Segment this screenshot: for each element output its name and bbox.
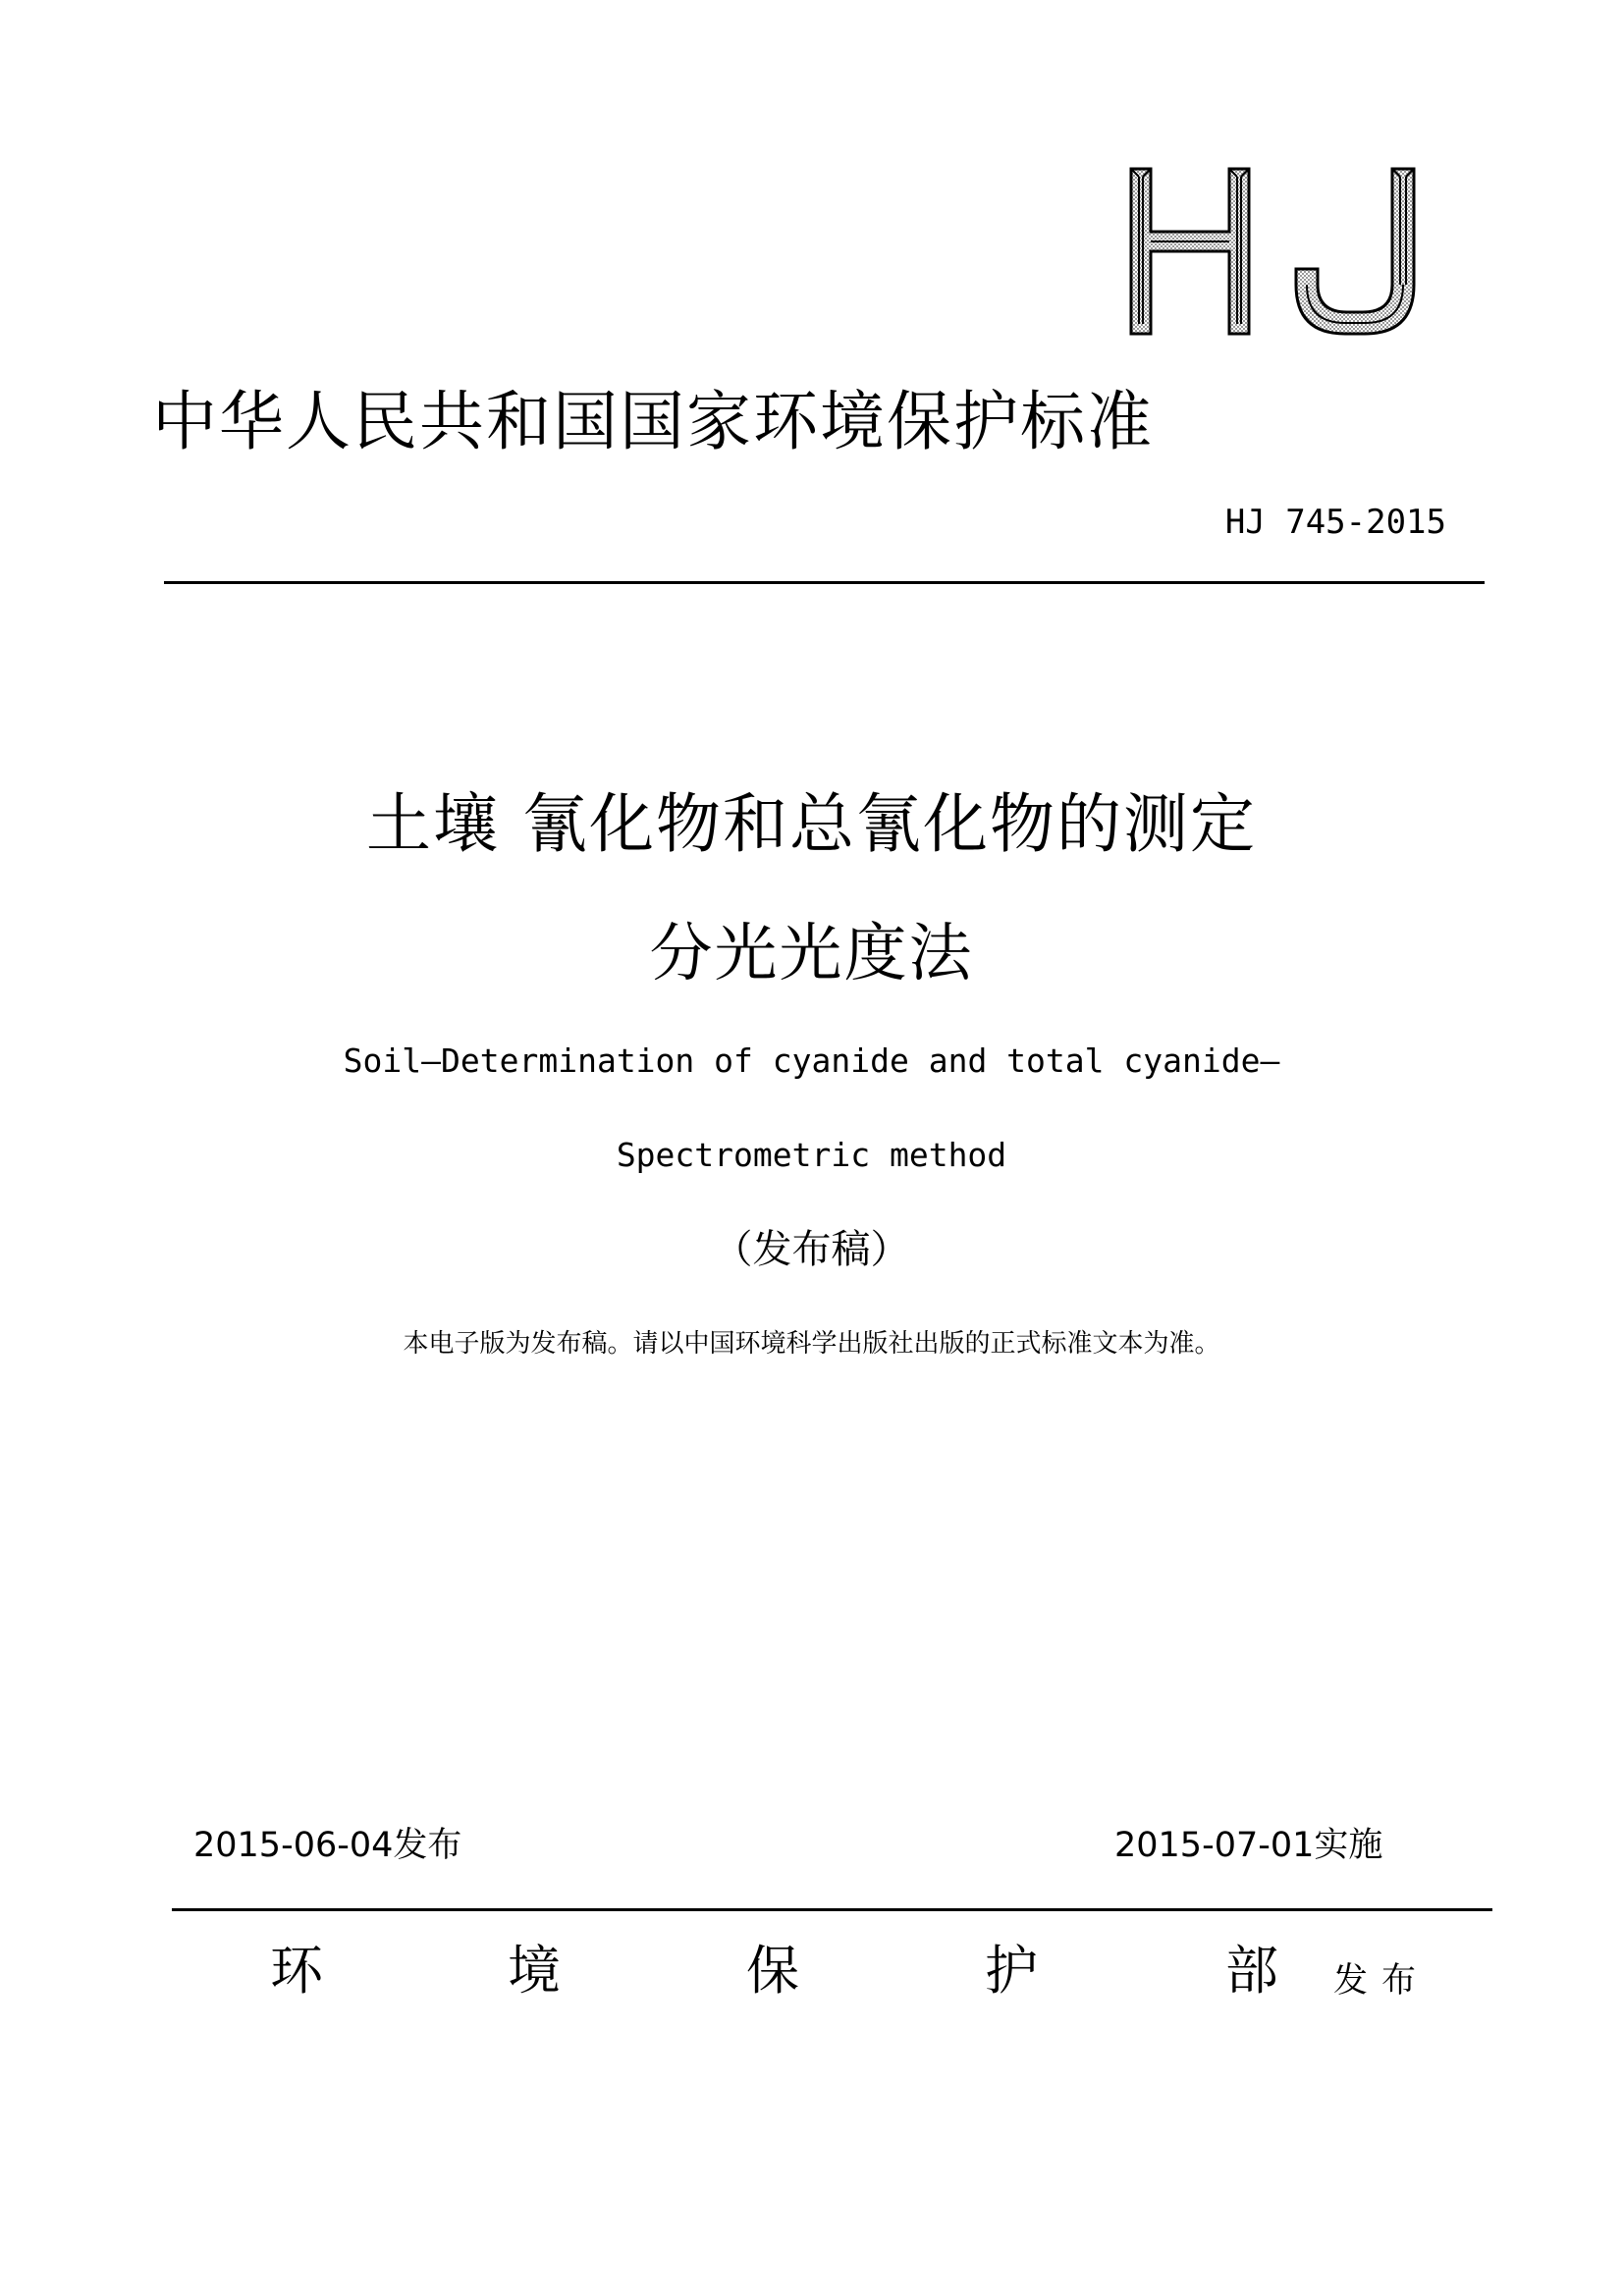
publisher-char: 保	[746, 1940, 799, 2002]
hj-logo	[1129, 167, 1416, 336]
electronic-version-notice: 本电子版为发布稿。请以中国环境科学出版社出版的正式标准文本为准。	[403, 1329, 1220, 1359]
draft-label: （发布稿）	[713, 1227, 910, 1272]
document-subtitle: 分光光度法	[649, 918, 974, 990]
standard-category-title: 中华人民共和国国家环境保护标准	[152, 384, 1154, 459]
implementation-date: 2015-07-01实施	[1114, 1826, 1383, 1865]
publisher-char: 护	[985, 1940, 1038, 2002]
footer-divider	[172, 1908, 1492, 1911]
publisher-char: 环	[270, 1940, 323, 2002]
standard-number: HJ 745-2015	[1224, 503, 1446, 542]
issue-date: 2015-06-04发布	[193, 1826, 462, 1865]
publisher-char: 部	[1225, 1940, 1278, 2002]
header-divider	[164, 581, 1485, 584]
document-title: 土壤 氰化物和总氰化物的测定	[366, 786, 1257, 862]
publisher-char: 境	[508, 1940, 561, 2002]
english-title-line1: Soil—Determination of cyanide and total cyanide—	[343, 1041, 1280, 1080]
english-title-line2: Spectrometric method	[616, 1136, 1007, 1174]
logo-letter-h	[1131, 169, 1249, 334]
publisher-suffix: 发布	[1333, 1961, 1431, 2001]
